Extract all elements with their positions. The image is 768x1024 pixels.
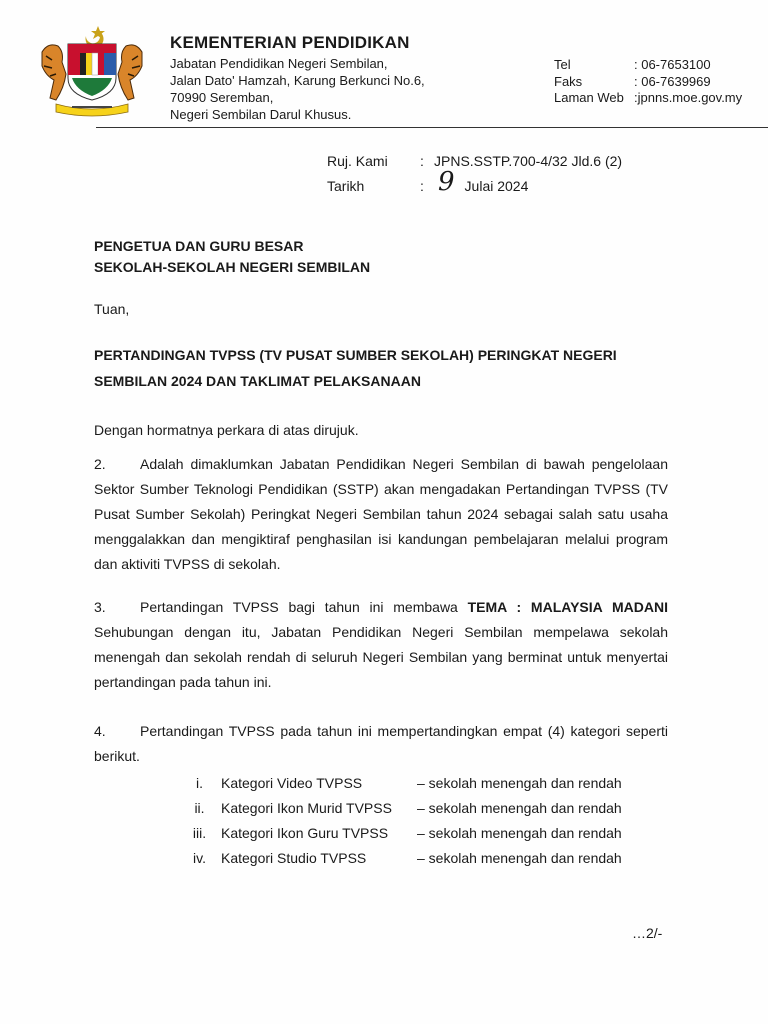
category-number: iii.	[192, 824, 207, 841]
ruj-label: Ruj. Kami	[327, 152, 388, 169]
contact-block	[554, 57, 742, 107]
address-line: Negeri Sembilan Darul Khusus.	[170, 107, 352, 122]
category-desc: – sekolah menengah dan rendah	[417, 799, 622, 816]
contact-value: : 06-7653100	[634, 57, 711, 72]
date-row	[327, 166, 622, 198]
category-list	[178, 770, 622, 870]
category-desc: – sekolah menengah dan rendah	[417, 849, 622, 866]
contact-value: :jpnns.moe.gov.my	[634, 90, 743, 105]
date-month-year: Julai 2024	[464, 177, 529, 194]
malaysia-coat-of-arms-icon	[32, 22, 152, 118]
category-item	[178, 795, 622, 820]
category-name: Kategori Studio TVPSS	[221, 849, 367, 866]
category-item	[178, 820, 622, 845]
header-divider	[96, 127, 768, 128]
contact-label: Laman Web	[554, 90, 624, 105]
paragraph-text: Pertandingan TVPSS bagi tahun ini membawa	[140, 599, 468, 615]
theme-text: TEMA : MALAYSIA MADANI	[467, 599, 668, 615]
paragraph-1: Dengan hormatnya perkara di atas dirujuk.	[94, 422, 359, 438]
subject-heading: PERTANDINGAN TVPSS (TV PUSAT SUMBER SEKOLAH) PERINGKAT NEGERI SEMBILAN 2024 DAN TAKLIMAT PELAKSANAAN	[94, 347, 617, 389]
recipient	[94, 236, 370, 278]
recipient-line: SEKOLAH-SEKOLAH NEGERI SEMBILAN	[94, 259, 371, 275]
paragraph-number: 4.	[94, 723, 106, 739]
contact-label: Tel	[554, 57, 571, 72]
paragraph-4	[94, 719, 668, 769]
date-day-handwritten: 9	[438, 166, 455, 197]
paragraph-number: 2.	[94, 456, 106, 472]
contact-fax	[554, 74, 742, 91]
reference-row	[327, 148, 622, 173]
ruj-value: JPNS.SSTP.700-4/32 Jld.6 (2)	[434, 152, 623, 169]
paragraph-text: Adalah dimaklumkan Jabatan Pendidikan Negeri Sembilan di bawah pengelolaan Sektor Sumber Teknologi Pendidikan (SSTP) akan mengadakan Pertandingan TVPSS (TV Pusat Sumber Sekolah) Peringkat Negeri Sembilan tahun 2024 sebagai salah satu usaha menggalakkan dan mengiktiraf penghasilan isi kandungan pembelajaran melalui program dan aktiviti TVPSS di sekolah.	[94, 456, 668, 572]
category-number: iv.	[193, 849, 206, 866]
date-separator: :	[420, 177, 424, 194]
category-item	[178, 845, 622, 870]
org-address	[170, 55, 425, 123]
address-line: 70990 Seremban,	[170, 90, 274, 105]
page-continuation-marker: …2/-	[632, 925, 663, 941]
category-number: i.	[196, 774, 203, 791]
paragraph-text: Pertandingan TVPSS pada tahun ini mempertandingkan empat (4) kategori seperti berikut.	[94, 723, 668, 764]
category-name: Kategori Ikon Murid TVPSS	[221, 799, 392, 816]
paragraph-3	[94, 595, 668, 695]
category-name: Kategori Ikon Guru TVPSS	[221, 824, 389, 841]
category-item	[178, 770, 622, 795]
paragraph-2	[94, 452, 668, 577]
recipient-line: PENGETUA DAN GURU BESAR	[94, 238, 304, 254]
address-line: Jabatan Pendidikan Negeri Sembilan,	[170, 56, 388, 71]
salutation: Tuan,	[94, 301, 130, 317]
category-number: ii.	[194, 799, 205, 816]
category-desc: – sekolah menengah dan rendah	[417, 774, 622, 791]
contact-value: : 06-7639969	[634, 73, 711, 89]
date-label: Tarikh	[327, 177, 365, 194]
contact-website	[554, 90, 742, 107]
ruj-separator: :	[420, 152, 424, 169]
paragraph-text: Sehubungan dengan itu, Jabatan Pendidikan Negeri Sembilan mempelawa sekolah menengah dan sekolah rendah di seluruh Negeri Sembilan yang berminat untuk menyertai pertandingan pada tahun ini.	[94, 624, 668, 690]
paragraph-number: 3.	[94, 599, 106, 615]
reference-block	[327, 148, 622, 198]
category-desc: – sekolah menengah dan rendah	[417, 824, 622, 841]
address-line: Jalan Dato' Hamzah, Karung Berkunci No.6,	[170, 73, 425, 88]
org-title: KEMENTERIAN PENDIDIKAN	[170, 33, 410, 52]
contact-label: Faks	[554, 73, 583, 89]
category-name: Kategori Video TVPSS	[221, 774, 363, 791]
contact-tel	[554, 57, 742, 74]
